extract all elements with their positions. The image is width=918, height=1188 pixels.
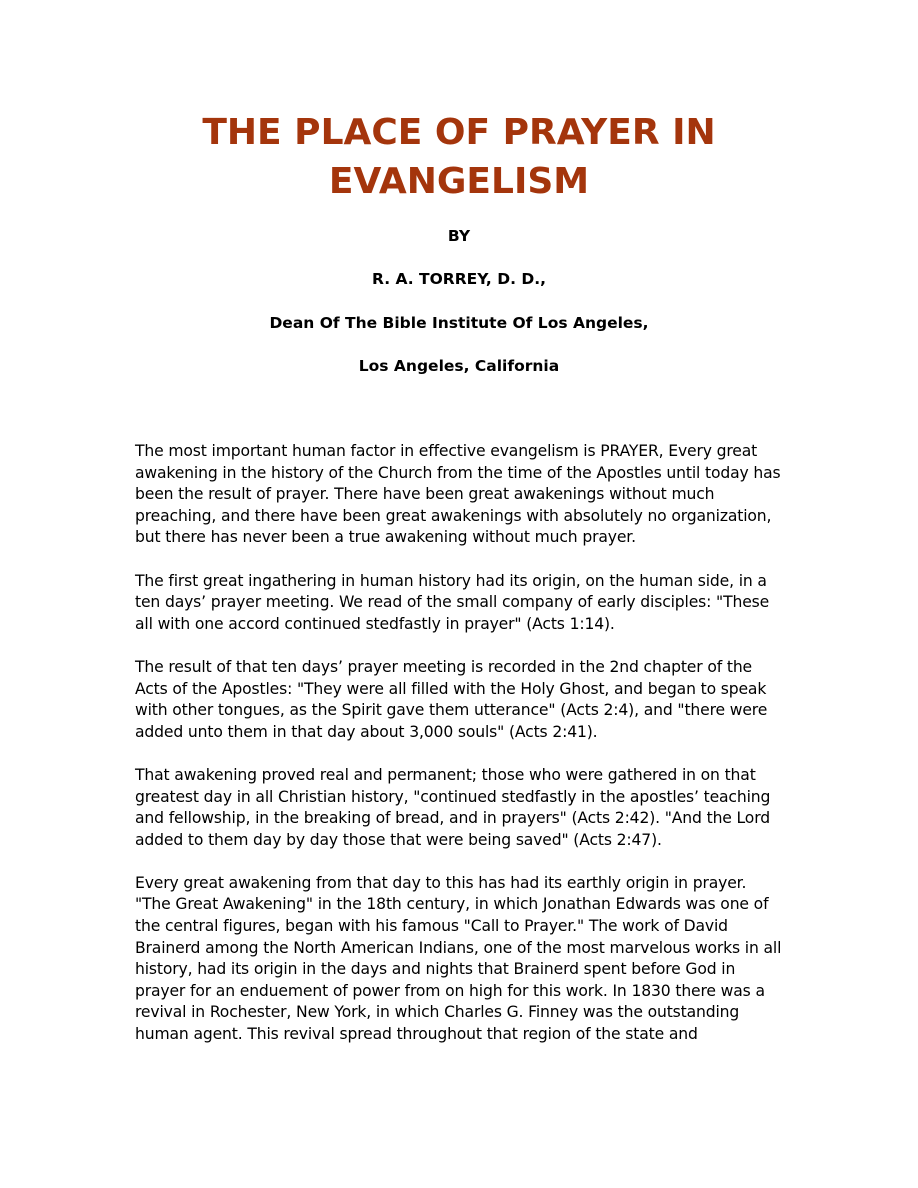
document-body (135, 441, 785, 1067)
author-location: Los Angeles, California (358, 357, 560, 375)
paragraph-2: The first great ingathering in human history had its origin, on the human side, in a ten days’ prayer meeting. We read of the small company of early disciples: "These all with one accord continued stedfastly in prayer" (Acts 1:14). (135, 571, 770, 633)
document-title (100, 108, 818, 206)
byline-by: BY (447, 227, 471, 245)
author-name: R. A. TORREY, D. D., (371, 270, 547, 288)
author-position: Dean Of The Bible Institute Of Los Angeles, (269, 314, 649, 332)
paragraph-1: The most important human factor in effective evangelism is PRAYER, Every great awakening in the history of the Church from the time of the Apostles until today has been the result of prayer. There have been great awakenings without much preaching, and there have been great awakenings with absolutely no organization, but there has never been a true awakening without much prayer. (135, 442, 781, 547)
paragraph-3: The result of that ten days’ prayer meeting is recorded in the 2nd chapter of the Acts of the Apostles: "They were all filled with the Holy Ghost, and began to speak with other tongues, as the Spirit gave them utterance" (Acts 2:4), and "there were added unto them in that day about 3,000 souls" (Acts 2:41). (135, 657, 768, 741)
title-line-2: EVANGELISM (328, 161, 590, 202)
paragraph-4: That awakening proved real and permanent; those who were gathered in on that greatest day in all Christian history, "continued stedfastly in the apostles’ teaching and fellowship, in the breaking of bread, and in prayers" (Acts 2:42). "And the Lord added to them day by day those that were being saved" (Acts 2:47). (135, 765, 771, 849)
paragraph-5: Every great awakening from that day to this has had its earthly origin in prayer. "The Great Awakening" in the 18th century, in which Jonathan Edwards was one of the central figures, began with his famous "Call to Prayer." The work of David Brainerd among the North American Indians, one of the most marvelous works in all history, had its origin in the days and nights that Brainerd spent before God in prayer for an enduement of power from on high for this work. In 1830 there was a revival in Rochester, New York, in which Charles G. Finney was the outstanding human agent. This revival spread throughout that region of the state and (135, 873, 782, 1044)
title-line-1: THE PLACE OF PRAYER IN (202, 112, 716, 153)
